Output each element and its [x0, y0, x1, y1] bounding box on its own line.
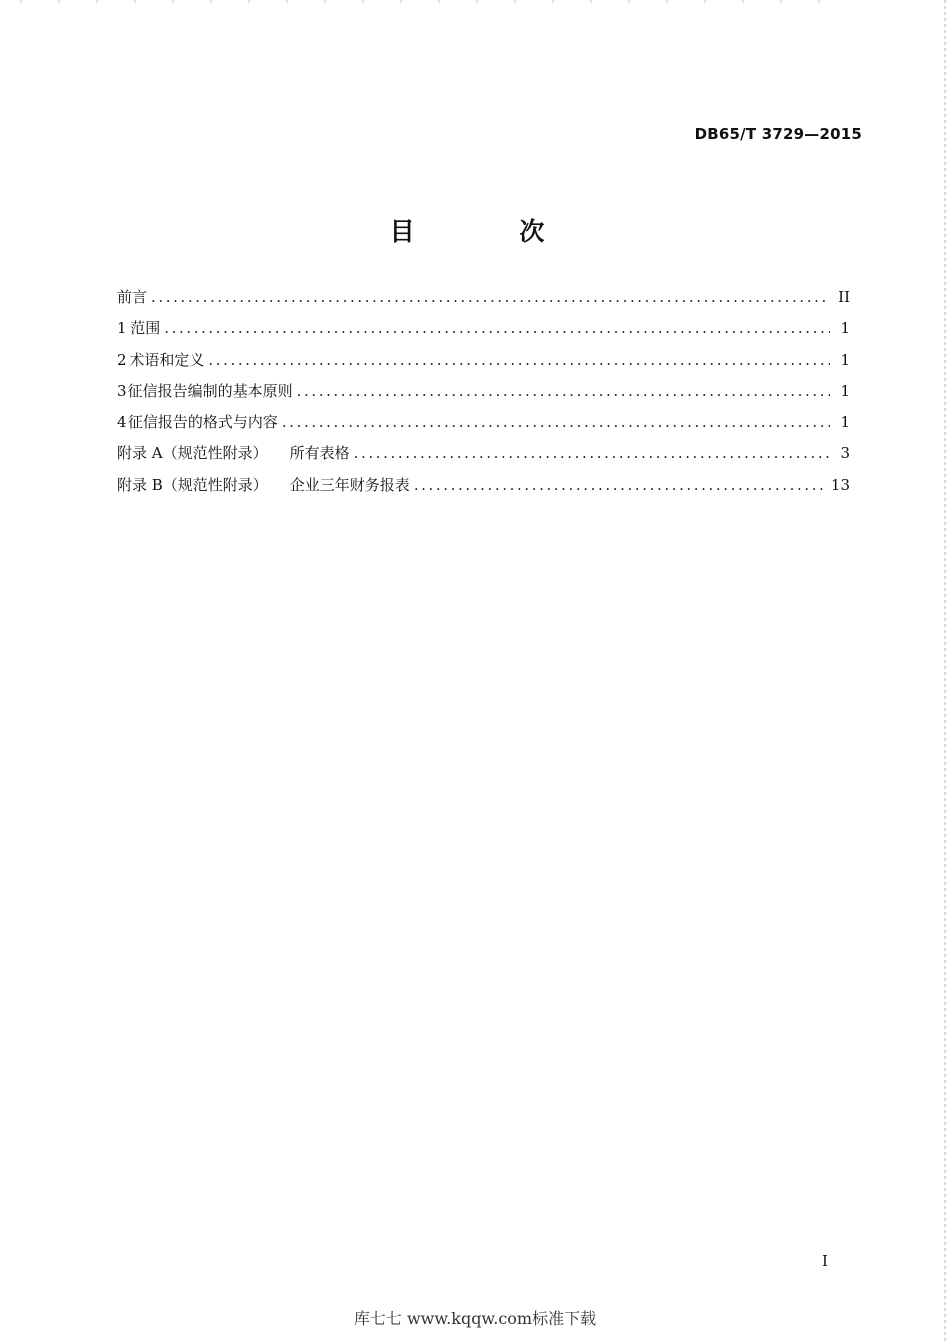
toc-entry-number: 1 [117, 319, 127, 338]
toc-entry-principles[interactable] [117, 380, 850, 411]
toc-leader-dots [208, 351, 830, 369]
toc-entry-label: 术语和定义 [129, 350, 205, 369]
page-title: 目 次 [389, 217, 593, 246]
toc-leader-dots [414, 476, 825, 494]
toc-entry-appendix-b[interactable] [117, 474, 850, 505]
scan-right-edge [944, 0, 946, 1344]
toc-appendix-title: 企业三年财务报表 [289, 475, 410, 494]
footer-watermark: 库七七 www.kqqw.com标准下载 [353, 1309, 597, 1328]
toc-entry-terms[interactable] [117, 349, 850, 380]
toc-entry-page: 13 [830, 475, 850, 494]
toc-entry-label: 征信报告编制的基本原则 [127, 381, 293, 400]
toc-entry-page: II [838, 288, 850, 306]
toc-leader-dots [164, 319, 830, 337]
toc-entry-page: 1 [840, 381, 850, 400]
toc-entry-label: 附录 B（规范性附录） [117, 475, 268, 494]
table-of-contents [117, 286, 850, 505]
toc-entry-format[interactable] [117, 411, 850, 442]
toc-entry-foreword[interactable] [117, 286, 850, 317]
toc-entry-scope[interactable] [117, 317, 850, 348]
toc-entry-page: 1 [840, 413, 850, 432]
standard-code: DB65/T 3729—2015 [694, 125, 862, 143]
toc-entry-label: 附录 A（规范性附录） [117, 444, 268, 463]
toc-leader-dots [282, 413, 830, 431]
toc-entry-label: 范围 [130, 319, 161, 338]
page-number: I [822, 1252, 828, 1270]
toc-entry-page: 3 [840, 444, 850, 463]
toc-entry-number: 3 [117, 381, 127, 400]
toc-entry-appendix-a[interactable] [117, 442, 850, 473]
toc-leader-dots [297, 382, 830, 400]
toc-appendix-title: 所有表格 [289, 444, 350, 463]
toc-entry-number: 2 [117, 350, 127, 369]
toc-entry-page: 1 [840, 350, 850, 369]
scan-top-marks [20, 0, 820, 3]
toc-entry-label: 征信报告的格式与内容 [127, 413, 278, 432]
toc-entry-page: 1 [840, 319, 850, 338]
toc-leader-dots [354, 444, 830, 462]
toc-entry-number: 4 [117, 413, 127, 432]
toc-entry-label: 前言 [117, 288, 148, 306]
toc-leader-dots [151, 288, 830, 306]
